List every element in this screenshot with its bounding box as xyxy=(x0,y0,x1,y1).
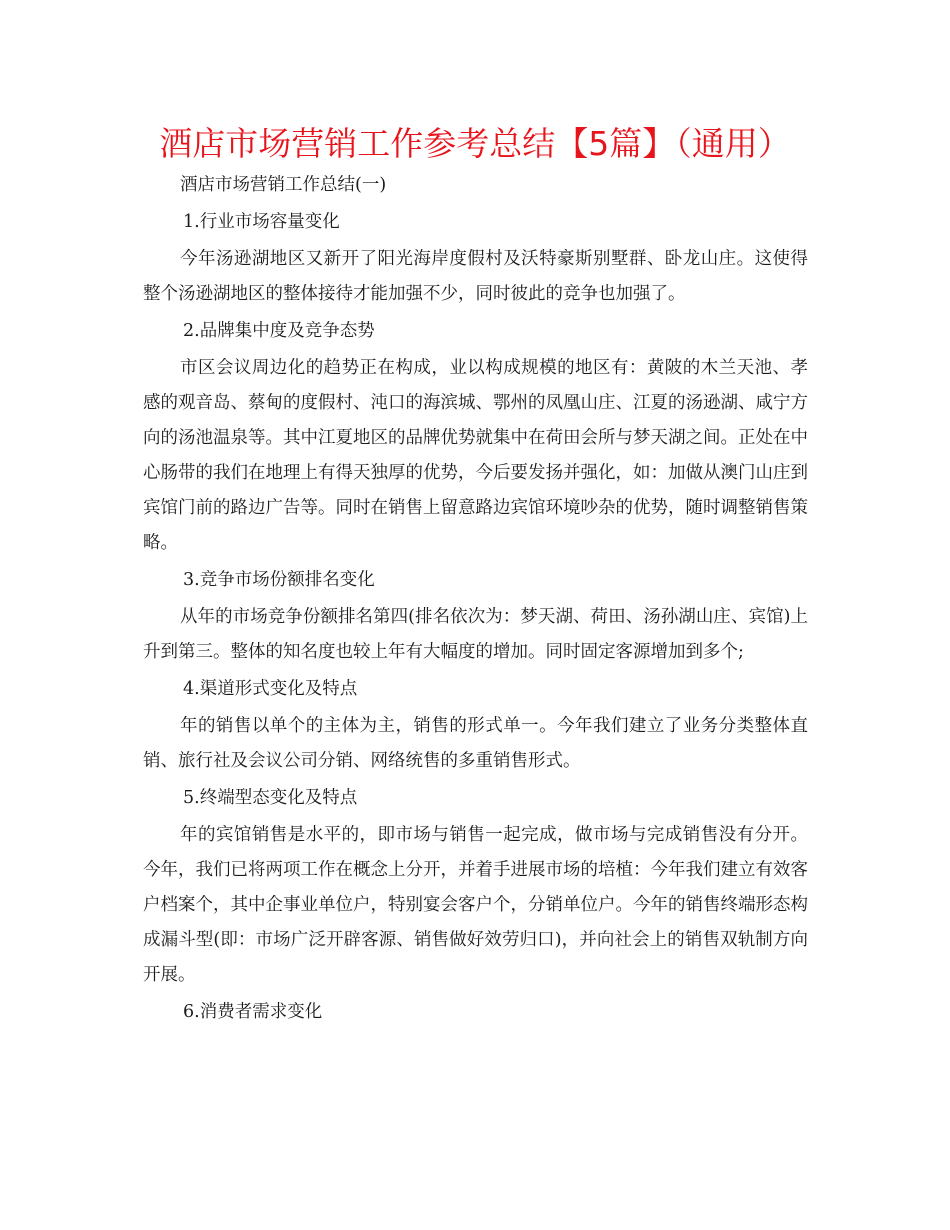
section-heading-3: 3.竞争市场份额排名变化 xyxy=(183,570,375,590)
section-heading-1: 1.行业市场容量变化 xyxy=(183,212,340,232)
document-title: 酒店市场营销工作参考总结【5篇】（通用） xyxy=(159,124,791,163)
section-paragraph-2: 市区会议周边化的趋势正在构成，业以构成规模的地区有：黄陂的木兰天池、孝感的观音岛、蔡甸的度假村、沌口的海滨城、鄂州的凤凰山庄、江夏的汤逊湖、咸宁方向的汤池温泉等。其中江夏地区的品牌优势就集中在荷田会所与梦天湖之间。正处在中心肠带的我们在地理上有得天独厚的优势，今后要发扬并强化，如：加做从澳门山庄到宾馆门前的路边广告等。同时在销售上留意路边宾馆环境吵杂的优势，随时调整销售策略。 xyxy=(143,358,808,553)
section-heading-2: 2.品牌集中度及竞争态势 xyxy=(183,321,375,341)
section-paragraph-3: 从年的市场竞争份额排名第四(排名依次为：梦天湖、荷田、汤孙湖山庄、宾馆)上升到第三。整体的知名度也较上年有大幅度的增加。同时固定客源增加到多个; xyxy=(143,607,808,662)
document-body xyxy=(143,168,808,1032)
section-paragraph-4: 年的销售以单个的主体为主，销售的形式单一。今年我们建立了业务分类整体直销、旅行社及会议公司分销、网络统售的多重销售形式。 xyxy=(143,716,808,771)
section-heading-4: 4.渠道形式变化及特点 xyxy=(183,679,358,699)
section-subtitle: 酒店市场营销工作总结(一) xyxy=(180,175,387,195)
section-paragraph-1: 今年汤逊湖地区又新开了阳光海岸度假村及沃特豪斯别墅群、卧龙山庄。这使得整个汤逊湖地区的整体接待才能加强不少，同时彼此的竞争也加强了。 xyxy=(143,249,808,304)
section-heading-6: 6.消费者需求变化 xyxy=(183,1002,323,1022)
section-heading-5: 5.终端型态变化及特点 xyxy=(183,788,358,808)
section-paragraph-5: 年的宾馆销售是水平的，即市场与销售一起完成，做市场与完成销售没有分开。今年，我们已将两项工作在概念上分开，并着手进展市场的培植：今年我们建立有效客户档案个，其中企事业单位户，特别宴会客户个，分销单位户。今年的销售终端形态构成漏斗型(即：市场广泛开辟客源、销售做好效劳归口)，并向社会上的销售双轨制方向开展。 xyxy=(143,825,808,985)
